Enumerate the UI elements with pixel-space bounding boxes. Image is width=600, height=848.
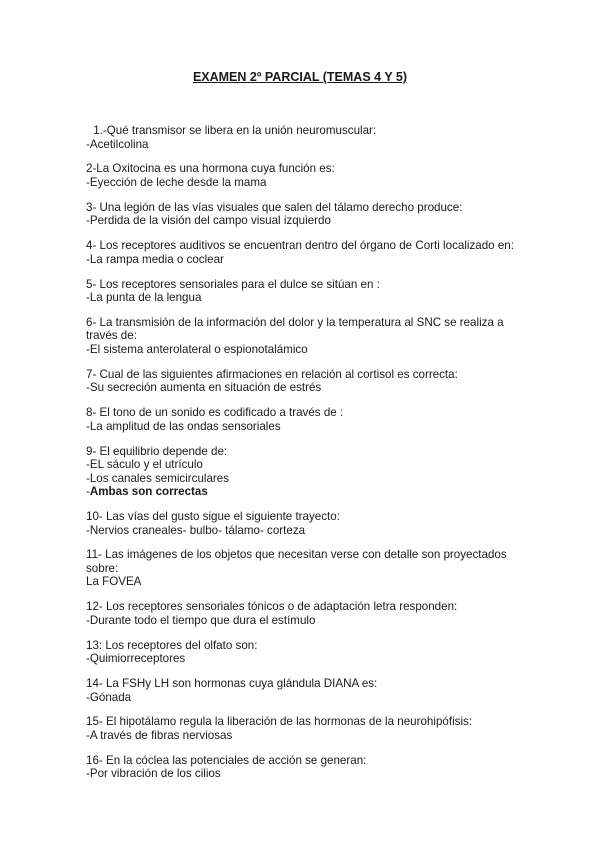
question-item: [86, 316, 516, 357]
answer-text: -Eyección de leche desde la mama: [86, 175, 267, 189]
answer-text: -El sistema anterolateral o espionotalámico: [86, 342, 308, 356]
answer-text: -Gónada: [86, 690, 132, 704]
question-text: 2-La Oxitocina es una hormona cuya función es:: [86, 162, 335, 176]
question-item: [86, 445, 516, 499]
page-title: EXAMEN 2º PARCIAL (TEMAS 4 Y 5): [192, 70, 408, 84]
answer-text: -A través de fibras nerviosas: [86, 728, 233, 742]
question-item: [86, 278, 516, 305]
answer-text: La FOVEA: [86, 575, 142, 589]
question-item: [86, 124, 516, 151]
question-item: [86, 510, 516, 537]
question-text: 7- Cual de las siguientes afirmaciones en relación al cortisol es correcta:: [86, 367, 458, 381]
answer-text: -Por vibración de los cilios: [86, 767, 221, 781]
question-text: 4- Los receptores auditivos se encuentran dentro del órgano de Corti localizado en:: [86, 239, 514, 253]
answer-text: -La amplitud de las ondas sensoriales: [86, 419, 281, 433]
answer-text: -Nervios craneales- bulbo- tálamo- corteza: [86, 523, 306, 537]
question-text: 16- En la cóclea las potenciales de acción se generan:: [86, 753, 367, 767]
question-text: 3- Una legión de las vías visuales que salen del tálamo derecho produce:: [86, 200, 463, 214]
question-text: 10- Las vías del gusto sigue el siguiente trayecto:: [86, 510, 340, 524]
answer-text: -EL sáculo y el utrículo: [86, 458, 203, 472]
question-text: 1.-Qué transmisor se libera en la unión neuromuscular:: [90, 124, 377, 137]
question-item: [86, 239, 516, 266]
answer-text: -Su secreción aumenta en situación de estrés: [86, 381, 322, 395]
question-item: [86, 677, 516, 704]
question-item: [86, 548, 516, 589]
question-item: [86, 639, 516, 666]
question-item: [86, 162, 516, 189]
question-item: [86, 715, 516, 742]
answer-text: -La rampa media o coclear: [86, 252, 224, 266]
question-text: 6- La transmisión de la información del dolor y la temperatura al SNC se realiza a través de:: [86, 315, 507, 343]
answer-text-correct: [86, 485, 516, 499]
question-text: 11- Las imágenes de los objetos que necesitan verse con detalle son proyectados sobre:: [86, 548, 510, 575]
question-text: 14- La FSHy LH son hormonas cuya glándula DIANA es:: [86, 677, 378, 691]
question-text: 8- El tono de un sonido es codificado a través de :: [86, 406, 344, 420]
answer-text: -Durante todo el tiempo que dura el estímulo: [86, 613, 316, 627]
question-text: 15- El hipotálamo regula la liberación de las hormonas de la neurohipófisis:: [86, 715, 473, 729]
questions-list: [86, 124, 516, 792]
answer-text: -Perdida de la visión del campo visual izquierdo: [86, 214, 331, 228]
answer-text: -La punta de la lengua: [86, 291, 202, 305]
question-item: [86, 754, 516, 781]
answer-text: -Los canales semicirculares: [86, 471, 230, 485]
question-text: 5- Los receptores sensoriales para el dulce se sitúan en :: [86, 277, 380, 291]
question-item: [86, 368, 516, 395]
question-text: 12- Los receptores sensoriales tónicos o de adaptación letra responden:: [86, 600, 458, 614]
answer-text: -Quimiorreceptores: [86, 652, 186, 666]
question-text: 9- El equilibrio depende de:: [86, 444, 228, 458]
answer-prefix: -: [86, 485, 90, 499]
question-item: [86, 600, 516, 627]
question-item: [86, 201, 516, 228]
answer-bold: Ambas son correctas: [89, 485, 208, 499]
question-item: [86, 406, 516, 433]
question-text: 13: Los receptores del olfato son:: [86, 638, 258, 652]
answer-text: -Acetilcolina: [86, 137, 149, 151]
